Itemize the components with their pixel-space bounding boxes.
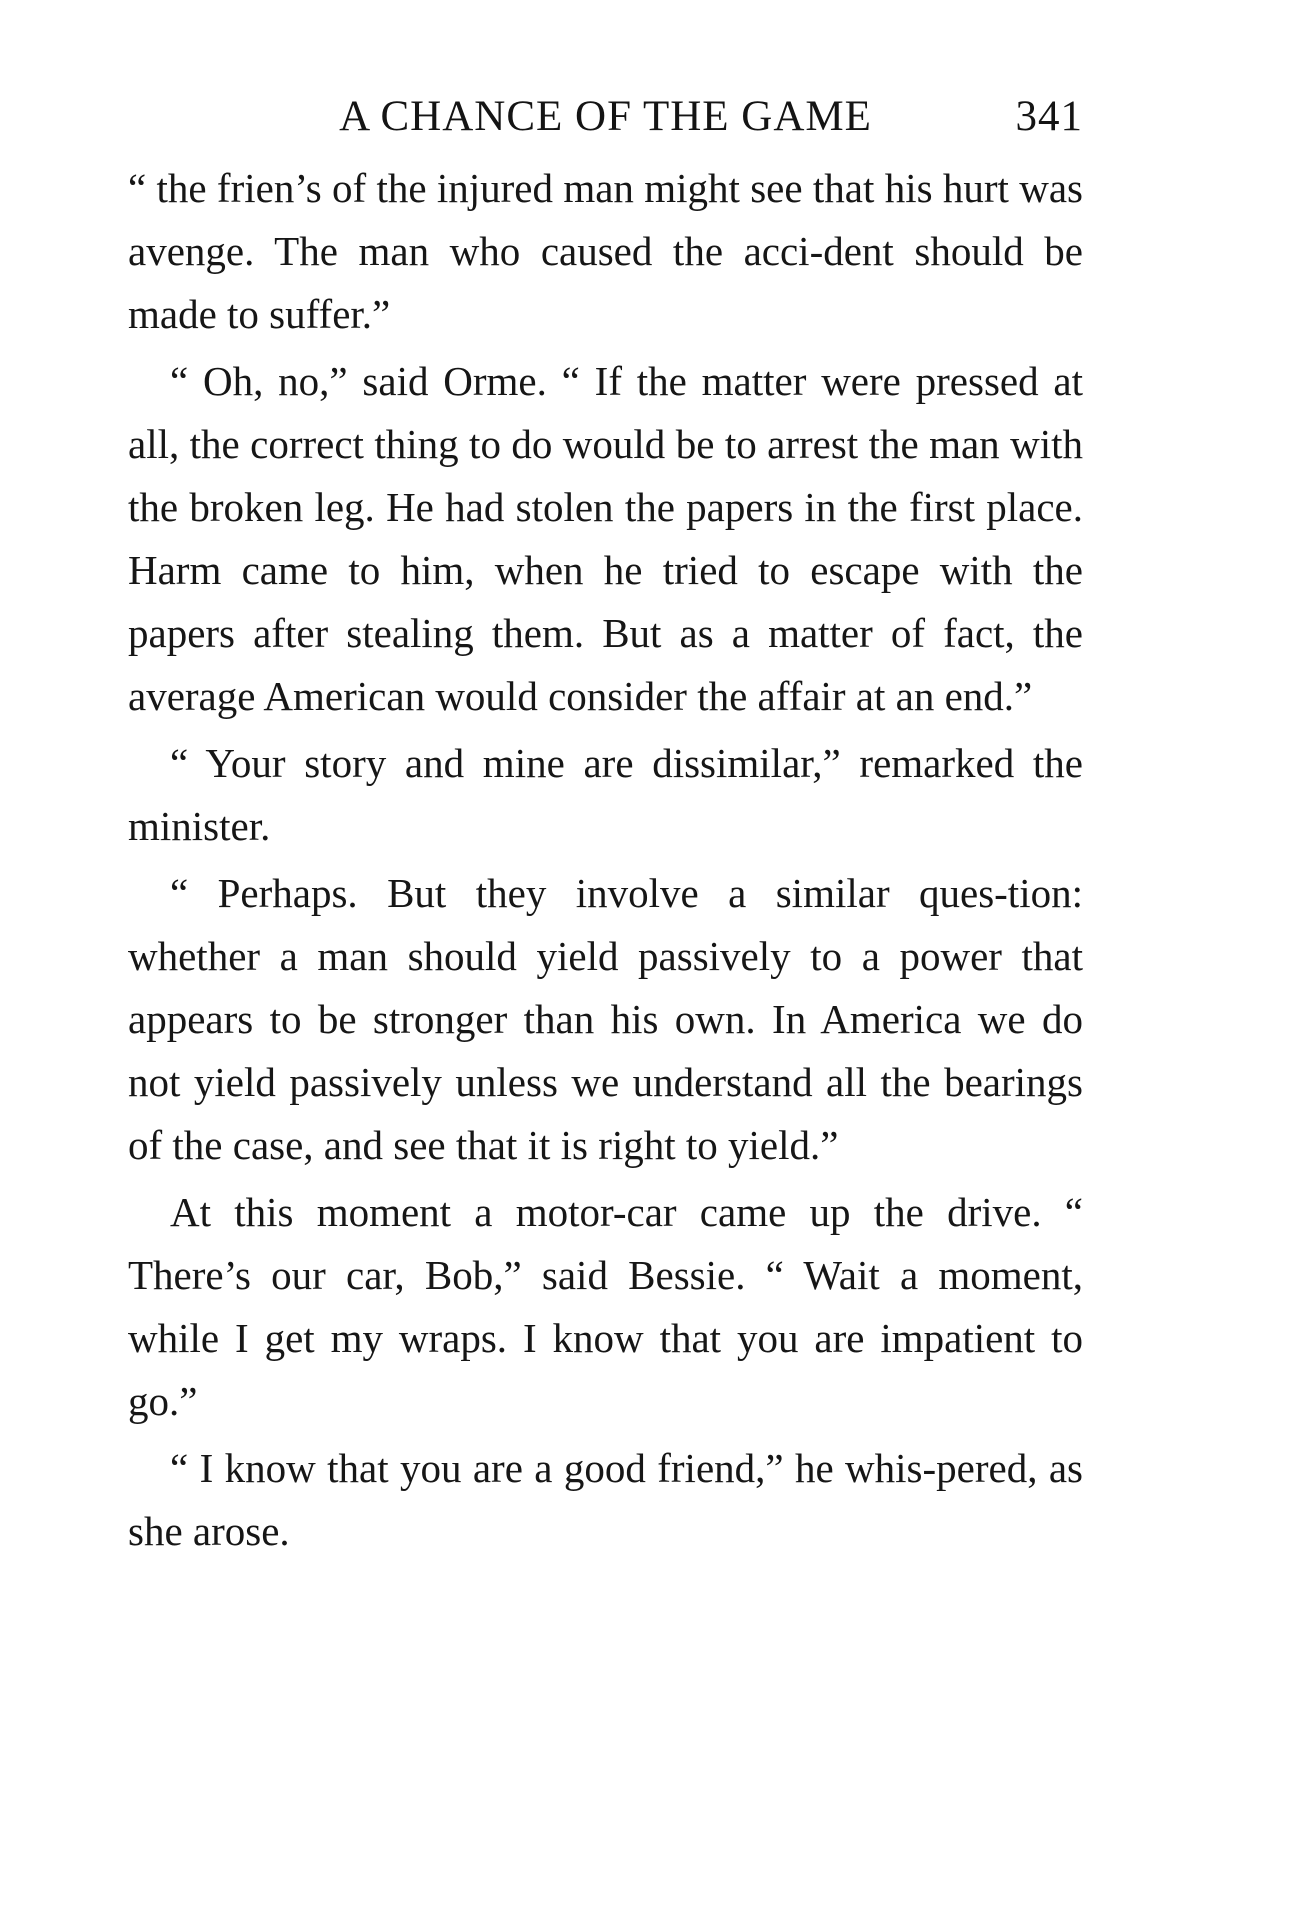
running-head [128, 92, 1083, 142]
running-title: A CHANCE OF THE GAME [339, 93, 872, 140]
paragraph-4: “ Perhaps. But they involve a similar ques-tion: whether a man should yield passively to a power that appears to be stronger than his own. In America we do not yield passively unless we understand all the bearings of the case, and see that it is right to yield.” [128, 870, 1083, 1168]
page-number: 341 [1015, 93, 1083, 140]
paragraph-2: “ Oh, no,” said Orme. “ If the matter were pressed at all, the correct thing to do would be to arrest the man with the broken leg. He had stolen the papers in the first place. Harm came to him, when he tried to escape with the papers after stealing them. But as a matter of fact, the average American would consider the affair at an end.” [128, 358, 1083, 719]
paragraph-3: “ Your story and mine are dissimilar,” remarked the minister. [128, 740, 1083, 849]
paragraph-1: “ the frien’s of the injured man might see that his hurt was avenge. The man who caused the acci-dent should be made to suffer.” [128, 165, 1083, 337]
body-text [128, 157, 1083, 1567]
paragraph-5: At this moment a motor-car came up the drive. “ There’s our car, Bob,” said Bessie. “ Wait a moment, while I get my wraps. I know that you are impatient to go.” [128, 1189, 1083, 1424]
paragraph-6: “ I know that you are a good friend,” he whis-pered, as she arose. [128, 1445, 1083, 1554]
